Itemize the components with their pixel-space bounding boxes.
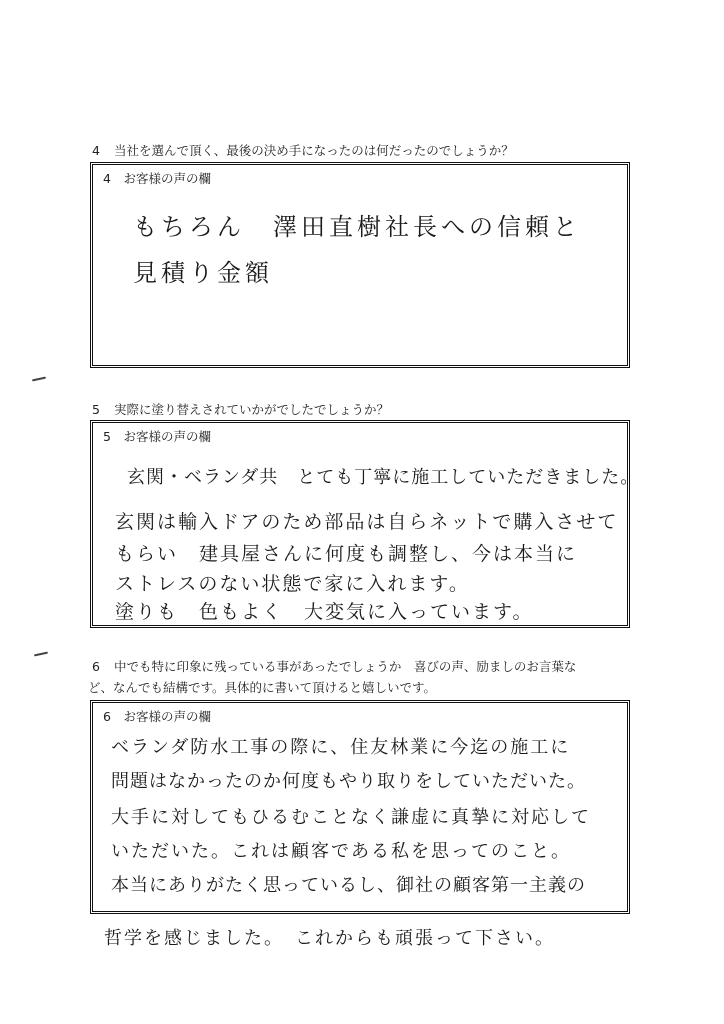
handwritten-line: 見積り金額 xyxy=(133,259,273,287)
handwritten-line: 大手に対してもひるむことなく謙虚に真摯に対応して xyxy=(111,807,591,828)
handwritten-line: 問題はなかったのか何度もやり取りをしていただいた。 xyxy=(111,771,586,792)
question-6-line-2 xyxy=(88,678,688,697)
answer-box-6 xyxy=(90,700,630,914)
handwritten-line: もらい 建具屋さんに何度も調整し、今は本当に xyxy=(115,543,578,565)
handwritten-line: ベランダ防水工事の際に、住友林業に今迄の施工に xyxy=(111,737,571,758)
answer-box-5 xyxy=(90,420,640,628)
question-number: 4 xyxy=(92,143,100,158)
margin-tick-mark xyxy=(34,652,48,657)
handwritten-line: 本当にありがたく思っているし、御社の顧客第一主義の xyxy=(111,875,586,896)
handwritten-line: 塗りも 色もよく 大変気に入っています。 xyxy=(115,601,534,623)
handwritten-line: 玄関は輸入ドアのため部品は自らネットで購入させて xyxy=(115,511,619,533)
handwritten-line: もちろん 澤田直樹社長への信頼と xyxy=(133,213,581,241)
question-6-line-1 xyxy=(92,657,692,676)
handwritten-line: いただいた。これは顧客である私を思ってのこと。 xyxy=(111,841,571,862)
answer-box-4 xyxy=(90,162,630,368)
box-label: 5 お客様の声の欄 xyxy=(103,429,211,444)
question-number: 6 xyxy=(92,659,100,674)
question-text: 当社を選んで頂く、最後の決め手になったのは何だったのでしょうか？ xyxy=(114,143,514,158)
question-text: 実際に塗り替えされていかがでしたでしょうか？ xyxy=(114,402,390,417)
question-5 xyxy=(92,400,692,419)
handwritten-line-outside-box: 哲学を感じました。 これからも頑張って下さい。 xyxy=(104,928,555,949)
handwritten-line: 玄関・ベランダ共 とても丁寧に施工していただきました。 xyxy=(127,467,640,488)
question-4 xyxy=(92,141,692,160)
handwritten-line: ストレスのない状態で家に入れます。 xyxy=(115,573,470,595)
box-label: 6 お客様の声の欄 xyxy=(103,709,211,724)
margin-tick-mark xyxy=(32,377,46,382)
question-number: 5 xyxy=(92,402,100,417)
question-text: 中でも特に印象に残っている事があったでしょうか 喜びの声、励ましのお言葉な xyxy=(114,659,577,674)
question-text: ど、なんでも結構です。具体的に書いて頂けると嬉しいです。 xyxy=(88,680,437,695)
box-label: 4 お客様の声の欄 xyxy=(103,171,211,186)
